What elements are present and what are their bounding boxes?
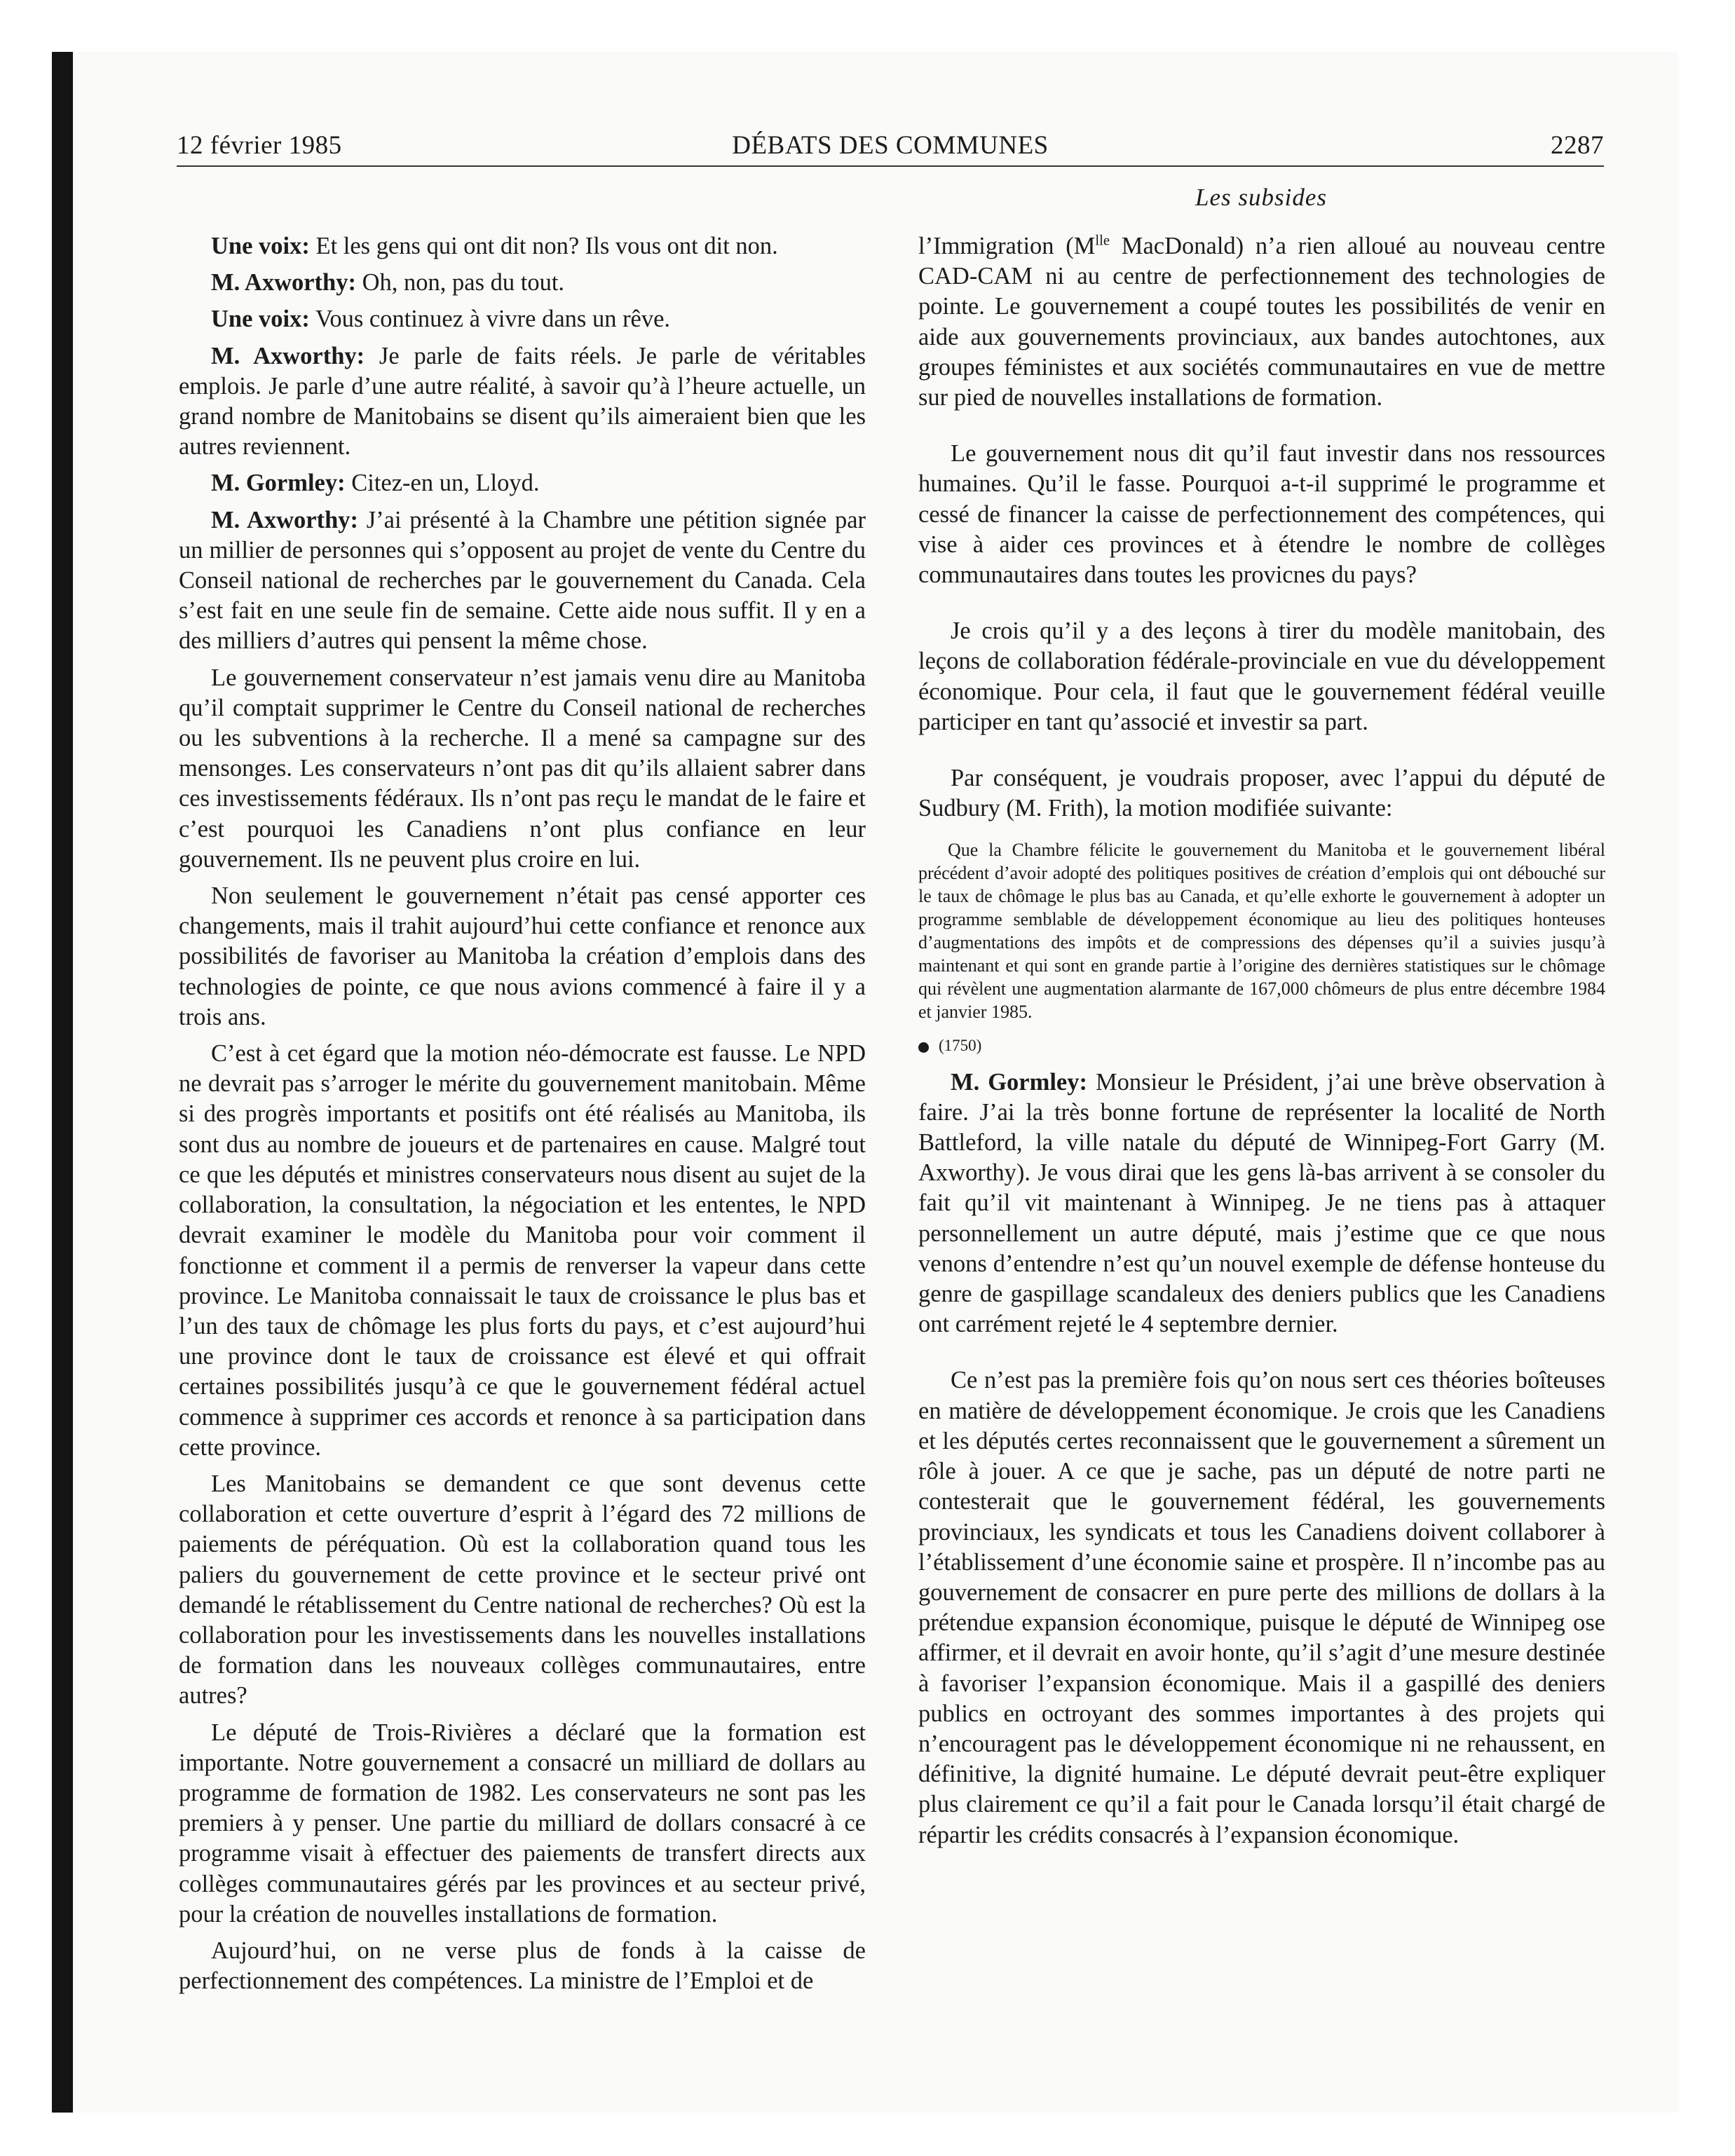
page-number: 2287 (1551, 131, 1604, 160)
paragraph: Le député de Trois-Rivières a déclaré que la formation est importante. Notre gouvernement a consacré un milliard de dollars au programme de formation de 1982. Les conservateurs ne sont pas les premiers à y penser. Une partie du milliard de dollars consacré à ce programme visait à effectuer des paiements de transfert directs aux collèges communautaires gérés par les provinces et au secteur privé, pour la création de nouvelles installations de formation. (179, 1719, 866, 1928)
journal-title: DÉBATS DES COMMUNES (732, 131, 1049, 160)
paragraph-text: Je parle de faits réels. Je parle de véritables emplois. Je parle d’une autre réalité, à savoir qu’à l’heure actuelle, un grand nombre de Manitobains se disent qu’ils aimeraient bien que les autres reviennent. (179, 342, 866, 460)
speaker-label: M. Gormley: (211, 470, 346, 497)
right-column (918, 231, 1605, 1857)
paragraph: Non seulement le gouvernement n’était pas censé apporter ces changements, mais il trahit aujourd’hui cette confiance et renonce aux possibilités de favoriser au Manitoba la création d’emplois dans des technologies de pointe, ce que nous avions commencé à faire il y a trois ans. (179, 882, 866, 1030)
paragraph: Aujourd’hui, on ne verse plus de fonds à la caisse de perfectionnement des compétences. La ministre de l’Emploi et de (179, 1937, 866, 1995)
paragraph-text: Monsieur le Président, j’ai une brève observation à faire. J’ai la très bonne fortune de représenter la localité de North Battleford, la ville natale du député de Winnipeg-Fort Garry (M. Axworthy). Je vous dirai que les gens là-bas arrivent à se consoler du fait qu’il vit maintenant à Winnipeg. Je ne tiens pas à attaquer personnellement un autre député, mais j’estime que ce que nous venons d’entendre n’est qu’un nouvel exemple de défense honteuse du genre de gaspillage scandaleux des deniers publics que les Canadiens ont carrément rejeté le 4 septembre dernier. (918, 1068, 1605, 1338)
speaker-label: Une voix: (211, 233, 310, 259)
paragraph: Le gouvernement conservateur n’est jamais venu dire au Manitoba qu’il comptait supprimer le Centre du Conseil national de recherches ou les subventions à la recherche. Il a mené sa campagne sur des mensonges. Les conservateurs n’ont pas dit qu’ils allaient sabrer dans ces investissements fédéraux. Ils n’ont pas reçu le mandat de le faire et c’est pourquoi les Canadiens n’ont plus confiance en leur gouvernement. Ils ne peuvent plus croire en lui. (179, 664, 866, 873)
time-marker-text: (1750) (939, 1037, 982, 1055)
scan-edge (52, 52, 73, 2113)
paragraph: Le gouvernement nous dit qu’il faut investir dans nos ressources humaines. Qu’il le fasse. Pourquoi a-t-il supprimé le programme et cessé de financer la caisse de perfectionnement des compétences, qui vise à aider ces provinces et à étendre le nombre de collèges communautaires dans toutes les provicnes du pays? (918, 440, 1605, 589)
superscript: lle (1095, 233, 1110, 249)
speaker-label: M. Gormley: (951, 1068, 1087, 1096)
paragraph (179, 304, 866, 334)
paragraph: Je crois qu’il y a des leçons à tirer du modèle manitobain, des leçons de collaboration fédérale-provinciale en vue du développement économique. Pour cela, il faut que le gouvernement fédéral veuille participer en tant qu’associé et investir sa part. (918, 618, 1605, 735)
paragraph (179, 341, 866, 463)
paragraph-text: Et les gens qui ont dit non? Ils vous ont dit non. (309, 233, 778, 259)
paragraph (918, 1067, 1605, 1340)
page-date: 12 février 1985 (177, 131, 342, 160)
paragraph (179, 468, 866, 498)
paragraph (179, 268, 866, 298)
paragraph: Par conséquent, je voudrais proposer, avec l’appui du député de Sudbury (M. Frith), la motion modifiée suivante: (918, 765, 1605, 822)
running-head (177, 130, 1604, 165)
paragraph-text: MacDonald) n’a rien alloué au nouveau centre CAD-CAM ni au centre de perfectionnement des technologies de pointe. Le gouvernement a coupé toutes les possibilités de venir en aide aux gouvernements provinciaux, aux bandes autochtones, aux groupes féministes et aux sociétés communautaires en vue de mettre sur pied de nouvelles installations de formation. (918, 233, 1605, 411)
left-column (179, 231, 866, 2003)
paragraph: Ce n’est pas la première fois qu’on nous sert ces théories boîteuses en matière de développement économique. Je crois que les Canadiens et les députés certes reconnaissent que le gouvernement a sûrement un rôle à jouer. A ce que je sache, pas un député de notre parti ne contesterait que le gouvernement fédéral, les gouvernements provinciaux, les syndicats et tous les Canadiens doivent collaborer à l’établissement d’une économie saine et prospère. Il n’incombe pas au gouvernement de consacrer en pure perte des millions de dollars à la prétendue expansion économique, puisque le député de Winnipeg ose affirmer, et il devrait en avoir honte, qu’il s’agit d’une mesure destinée à favoriser l’expansion économique. Mais il a gaspillé des deniers publics en octroyant des sommes importantes à des projets qui n’encouragent pas le développement économique ni ne rehaussent, en définitive, la dignité humaine. Le député devrait peut-être expliquer plus clairement ce qu’il a fait pour le Canada lorsqu’il était chargé de répartir les crédits consacrés à l’expansion économique. (918, 1367, 1605, 1848)
motion-quote: Que la Chambre félicite le gouvernement du Manitoba et le gouvernement libéral précédent d’avoir adopté des politiques positives de création d’emplois qui ont débouché sur le taux de chômage le plus bas au Canada, et qu’elle exhorte le gouvernement à adopter un programme semblable de développement économique au lieu des politiques honteuses d’augmentations des impôts et de compressions des dépenses qu’il a suivies jusqu’à maintenant et qui sont en grande partie à l’origine des dernières statistiques sur le chômage qui révèlent une augmentation alarmante de 167,000 chômeurs de plus entre décembre 1984 et janvier 1985. (918, 840, 1605, 1023)
paragraph: C’est à cet égard que la motion néo-démocrate est fausse. Le NPD ne devrait pas s’arroger le mérite du gouvernement manitobain. Même si des progrès importants et positifs ont été réalisés au Manitoba, ils sont dus au nombre de joueurs et de partenaires en cause. Malgré tout ce que les députés et ministres conservateurs nous disent au sujet de la collaboration, la consultation, la négociation et les ententes, le NPD devrait examiner le modèle du Manitoba pour voir comment il fonctionne et comment il a permis de renverser la vapeur dans cette province. Le Manitoba connaissait le taux de croissance le plus bas et l’un des taux de chômage les plus forts du pays, et c’est aujourd’hui une province dont le taux de croissance est élevé et qui offrait certaines possibilités jusqu’à ce que le gouvernement fédéral actuel commence à supprimer ces accords et renonce à sa participation dans cette province. (179, 1040, 866, 1461)
paragraph-text: J’ai présenté à la Chambre une pétition signée par un millier de personnes qui s’opposent au projet de vente du Centre du Conseil national de recherches par le gouvernement du Canada. Cela s’est fait en une seule fin de semaine. Cette aide nous suffit. Il y en a des milliers d’autres qui pensent la même chose. (179, 506, 866, 655)
speaker-label: M. Axworthy: (211, 269, 356, 296)
time-marker (918, 1030, 1605, 1060)
speaker-label: M. Axworthy: (211, 506, 359, 533)
paragraph-text: l’Immigration (M (918, 233, 1096, 259)
paragraph-text: Vous continuez à vivre dans un rêve. (309, 306, 671, 333)
header-rule (177, 165, 1604, 167)
paragraph (179, 231, 866, 261)
paragraph-text: Citez-en un, Lloyd. (345, 470, 540, 497)
paragraph: Les Manitobains se demandent ce que sont devenus cette collaboration et cette ouverture d’esprit à l’égard des 72 millions de paiements de péréquation. Où est la collaboration quand tous les paliers du gouvernement de cette province et le secteur privé ont demandé le rétablissement du Centre national de recherches? Où est la collaboration pour les investissements dans les nouvelles installations de formation dans les nouveaux collèges communautaires, entre autres? (179, 1470, 866, 1710)
paragraph (179, 505, 866, 657)
paragraph-text: Oh, non, pas du tout. (355, 269, 565, 296)
paragraph-continuation (918, 231, 1605, 413)
speaker-label: Une voix: (211, 306, 310, 333)
bullet-icon (918, 1042, 929, 1053)
speaker-label: M. Axworthy: (211, 342, 365, 369)
section-heading: Les subsides (1195, 184, 1327, 211)
